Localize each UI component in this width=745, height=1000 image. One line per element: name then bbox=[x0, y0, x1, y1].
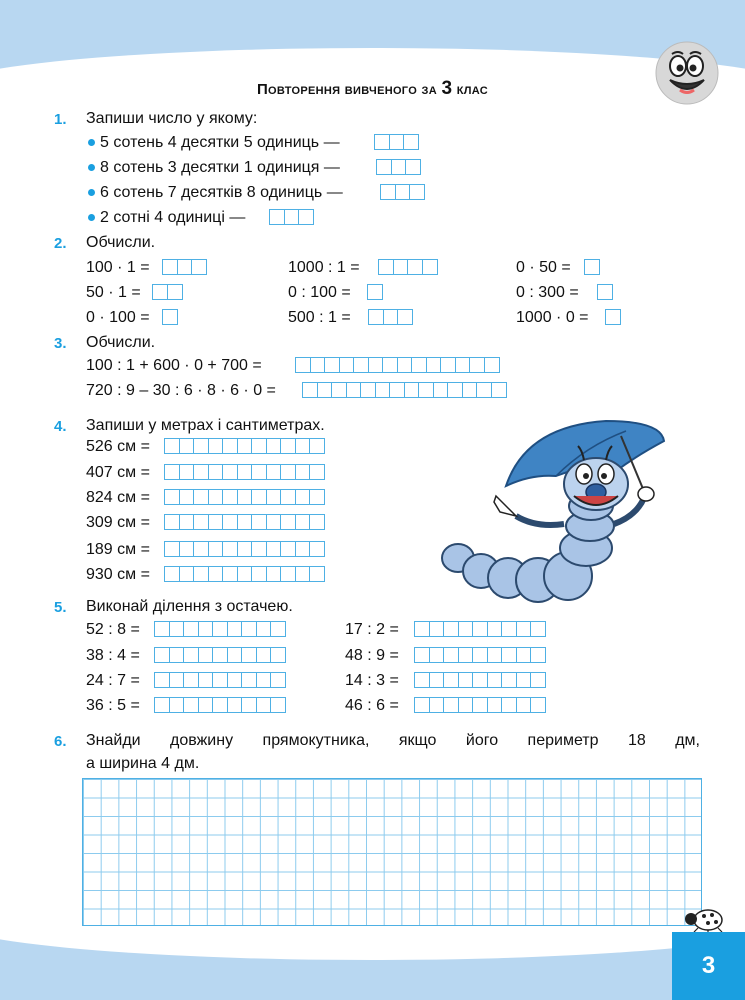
task-4-expr: 930 см = bbox=[86, 566, 150, 583]
task-3-expr: 720 : 9 – 30 : 6 · 8 · 6 · 0 = bbox=[86, 382, 276, 399]
task-2-expr: 0 · 100 = bbox=[86, 309, 150, 326]
bullet bbox=[88, 164, 95, 171]
answer-cells[interactable] bbox=[154, 672, 285, 688]
task-4-prompt: Запиши у метрах і сантиметрах. bbox=[86, 417, 325, 434]
task-1-item: 8 сотень 3 десятки 1 одиниця — bbox=[100, 159, 340, 176]
answer-cells[interactable] bbox=[154, 647, 285, 663]
task-4-expr: 526 см = bbox=[86, 438, 150, 455]
task-3-prompt: Обчисли. bbox=[86, 334, 156, 351]
answer-cells[interactable] bbox=[414, 647, 545, 663]
task-4-expr: 189 см = bbox=[86, 541, 150, 558]
answer-cells[interactable] bbox=[374, 134, 418, 150]
task-6-text-line2: а ширина 4 дм. bbox=[86, 755, 200, 772]
answer-cells[interactable] bbox=[162, 259, 206, 275]
answer-cells[interactable] bbox=[164, 438, 324, 454]
ladybug-icon bbox=[682, 906, 726, 932]
answer-cells[interactable] bbox=[162, 309, 177, 325]
answer-cells[interactable] bbox=[597, 284, 612, 300]
bullet bbox=[88, 189, 95, 196]
task-6-text-line1: Знайди довжину прямокутника, якщо його периметр 18 дм, bbox=[86, 732, 700, 749]
task-2-expr: 50 · 1 = bbox=[86, 284, 141, 301]
answer-cells[interactable] bbox=[164, 489, 324, 505]
answer-cells[interactable] bbox=[152, 284, 181, 300]
task-5-number: 5. bbox=[54, 599, 67, 616]
answer-cells[interactable] bbox=[154, 697, 285, 713]
task-5-expr: 24 : 7 = bbox=[86, 672, 140, 689]
task-2-expr: 1000 · 0 = bbox=[516, 309, 589, 326]
answer-cells[interactable] bbox=[605, 309, 620, 325]
task-4-expr: 824 см = bbox=[86, 489, 150, 506]
task-6-number: 6. bbox=[54, 733, 67, 750]
task-2-expr: 0 : 300 = bbox=[516, 284, 579, 301]
answer-cells[interactable] bbox=[376, 159, 420, 175]
answer-cells[interactable] bbox=[378, 259, 436, 275]
task-2-prompt: Обчисли. bbox=[86, 234, 156, 251]
task-3-number: 3. bbox=[54, 335, 67, 352]
answer-cells[interactable] bbox=[380, 184, 424, 200]
task-5-expr: 48 : 9 = bbox=[345, 647, 399, 664]
task-4-expr: 309 см = bbox=[86, 514, 150, 531]
answer-cells[interactable] bbox=[414, 672, 545, 688]
task-5-expr: 38 : 4 = bbox=[86, 647, 140, 664]
page-number: 3 bbox=[672, 932, 745, 1000]
task-2-expr: 1000 : 1 = bbox=[288, 259, 360, 276]
task-1-prompt: Запиши число у якому: bbox=[86, 110, 258, 127]
task-1-item: 5 сотень 4 десятки 5 одиниць — bbox=[100, 134, 340, 151]
answer-cells[interactable] bbox=[269, 209, 313, 225]
task-4-expr: 407 см = bbox=[86, 464, 150, 481]
answer-cells[interactable] bbox=[414, 621, 545, 637]
task-1-item: 6 сотень 7 десятків 8 одиниць — bbox=[100, 184, 343, 201]
caterpillar-umbrella-illustration bbox=[436, 416, 668, 606]
task-1-number: 1. bbox=[54, 111, 67, 128]
task-5-expr: 36 : 5 = bbox=[86, 697, 140, 714]
task-3-expr: 100 : 1 + 600 · 0 + 700 = bbox=[86, 357, 262, 374]
answer-grid[interactable] bbox=[82, 778, 702, 926]
task-5-prompt: Виконай ділення з остачею. bbox=[86, 598, 293, 615]
bullet bbox=[88, 214, 95, 221]
answer-cells[interactable] bbox=[164, 464, 324, 480]
answer-cells[interactable] bbox=[414, 697, 545, 713]
answer-cells[interactable] bbox=[367, 284, 382, 300]
answer-cells[interactable] bbox=[164, 541, 324, 557]
task-5-expr: 17 : 2 = bbox=[345, 621, 399, 638]
task-2-expr: 0 · 50 = bbox=[516, 259, 571, 276]
answer-cells[interactable] bbox=[154, 621, 285, 637]
task-5-expr: 14 : 3 = bbox=[345, 672, 399, 689]
answer-cells[interactable] bbox=[295, 357, 498, 373]
answer-cells[interactable] bbox=[164, 514, 324, 530]
task-1-item: 2 сотні 4 одиниці — bbox=[100, 209, 246, 226]
task-2-expr: 100 · 1 = bbox=[86, 259, 150, 276]
task-2-expr: 0 : 100 = bbox=[288, 284, 351, 301]
bullet bbox=[88, 139, 95, 146]
task-2-expr: 500 : 1 = bbox=[288, 309, 351, 326]
task-5-expr: 52 : 8 = bbox=[86, 621, 140, 638]
task-4-number: 4. bbox=[54, 418, 67, 435]
answer-cells[interactable] bbox=[368, 309, 412, 325]
answer-cells[interactable] bbox=[302, 382, 505, 398]
page-title: Повторення вивченого за 3 клас bbox=[256, 78, 489, 99]
answer-cells[interactable] bbox=[584, 259, 599, 275]
answer-cells[interactable] bbox=[164, 566, 324, 582]
task-2-number: 2. bbox=[54, 235, 67, 252]
task-5-expr: 46 : 6 = bbox=[345, 697, 399, 714]
